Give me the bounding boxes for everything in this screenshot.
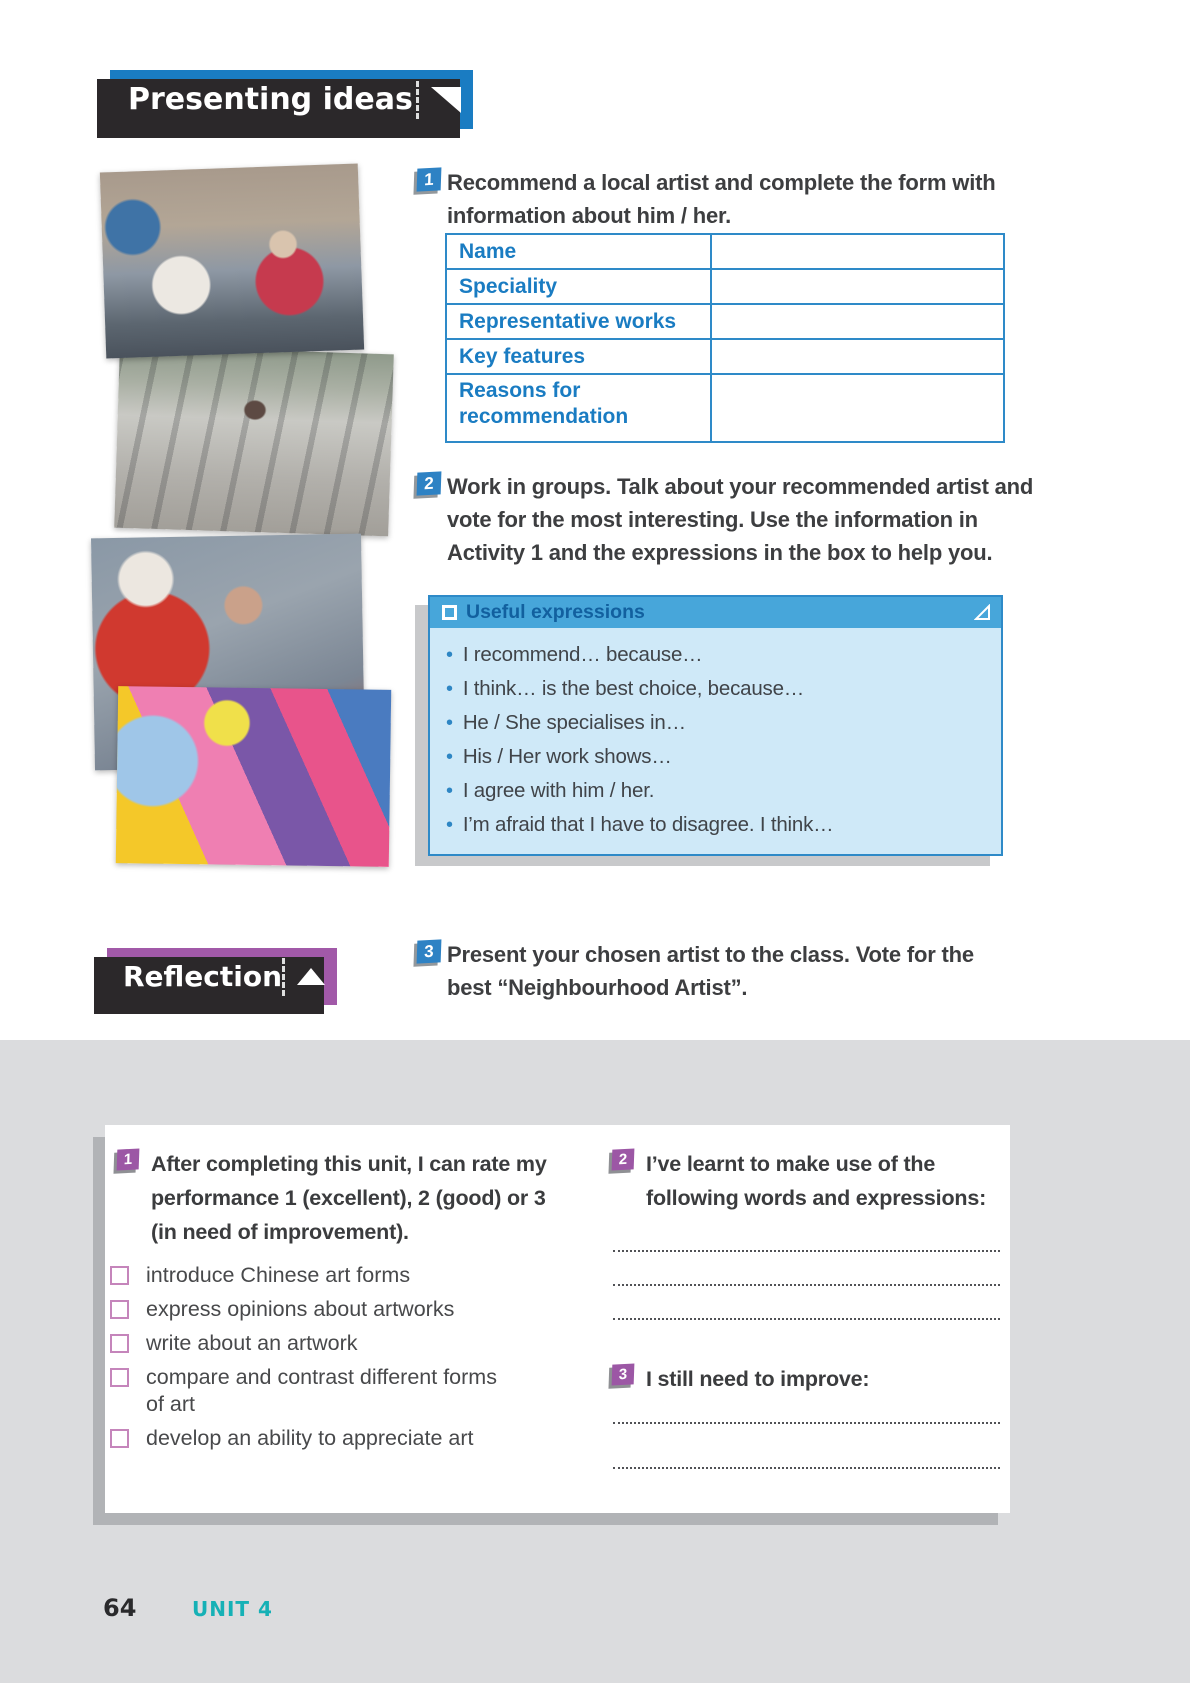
useful-expressions-header bbox=[430, 597, 1001, 628]
row-input-cell[interactable] bbox=[712, 375, 1003, 441]
reflection-item-3-badge: 3 bbox=[612, 1363, 635, 1385]
square-bullet-icon bbox=[442, 605, 457, 620]
flag-triangle-icon bbox=[431, 87, 461, 113]
checklist-item-label: introduce Chinese art forms bbox=[146, 1263, 411, 1287]
expression-item: • I think… is the best choice, because… bbox=[446, 672, 987, 706]
checklist-item-label: develop an ability to appreciate art bbox=[146, 1426, 474, 1450]
unit-label: UNIT 4 bbox=[192, 1597, 273, 1621]
page-number: 64 bbox=[103, 1594, 137, 1622]
presenting-ideas-title: Presenting ideas bbox=[128, 82, 413, 117]
rating-checkbox[interactable] bbox=[110, 1368, 129, 1387]
photo-street-musicians bbox=[100, 164, 364, 359]
expression-item: • I recommend… because… bbox=[446, 638, 987, 672]
self-rating-checklist bbox=[110, 1262, 522, 1459]
table-row bbox=[447, 303, 1003, 338]
rating-checkbox[interactable] bbox=[110, 1334, 129, 1353]
writing-line[interactable] bbox=[613, 1250, 1000, 1252]
table-row bbox=[447, 268, 1003, 303]
reflection-item-2-text: I’ve learnt to make use of the following words and expressions: bbox=[646, 1152, 987, 1210]
checklist-item-label: compare and contrast different forms of art bbox=[146, 1365, 497, 1416]
useful-expressions-title: Useful expressions bbox=[466, 601, 645, 623]
expression-item: • I agree with him / her. bbox=[446, 774, 987, 808]
reflection-item-1-badge: 1 bbox=[117, 1148, 140, 1170]
checklist-item bbox=[110, 1262, 522, 1289]
row-label: Reasons for recommendation bbox=[447, 375, 712, 441]
expression-item: • His / Her work shows… bbox=[446, 740, 987, 774]
reflection-item-2-badge: 2 bbox=[612, 1148, 635, 1170]
expressions-list bbox=[430, 628, 1001, 854]
photo-water-calligraphy-park bbox=[114, 346, 394, 537]
reflection-item-1 bbox=[117, 1147, 569, 1249]
checklist-item bbox=[110, 1330, 522, 1357]
table-row bbox=[447, 338, 1003, 373]
row-label: Name bbox=[447, 235, 712, 268]
reflection-item-2 bbox=[612, 1147, 1004, 1215]
writing-line[interactable] bbox=[613, 1467, 1000, 1469]
checklist-item-label: express opinions about artworks bbox=[146, 1297, 455, 1321]
checklist-item bbox=[110, 1425, 522, 1452]
reflection-item-1-text: After completing this unit, I can rate my performance 1 (excellent), 2 (good) or 3 (in need of improvement). bbox=[151, 1152, 547, 1244]
expression-item: • I’m afraid that I have to disagree. I think… bbox=[446, 808, 987, 842]
rating-checkbox[interactable] bbox=[110, 1266, 129, 1285]
row-label: Key features bbox=[447, 340, 712, 373]
writing-line[interactable] bbox=[613, 1284, 1000, 1286]
photo-mural-painter bbox=[116, 686, 391, 867]
checklist-item-label: write about an artwork bbox=[146, 1331, 358, 1355]
row-input-cell[interactable] bbox=[712, 305, 1003, 338]
presenting-ideas-banner bbox=[110, 70, 473, 129]
checklist-item bbox=[110, 1364, 522, 1418]
banner-dashed-divider bbox=[416, 81, 419, 119]
rating-checkbox[interactable] bbox=[110, 1300, 129, 1319]
activity-3-instruction: Present your chosen artist to the class. Vote for the best “Neighbourhood Artist”. bbox=[447, 942, 974, 1000]
writing-line[interactable] bbox=[613, 1318, 1000, 1320]
activity-3-badge: 3 bbox=[417, 939, 442, 963]
activity-3 bbox=[417, 938, 1027, 1004]
activity-1-badge: 1 bbox=[417, 167, 442, 191]
expression-item: • He / She specialises in… bbox=[446, 706, 987, 740]
checklist-item bbox=[110, 1296, 522, 1323]
writing-line[interactable] bbox=[613, 1422, 1000, 1424]
row-label: Speciality bbox=[447, 270, 712, 303]
table-row bbox=[447, 373, 1003, 441]
corner-triangle-icon bbox=[974, 604, 991, 621]
artist-form-table bbox=[445, 233, 1005, 443]
reflection-item-3-text: I still need to improve: bbox=[646, 1367, 870, 1391]
table-row bbox=[447, 235, 1003, 268]
banner-dashed-divider bbox=[282, 958, 285, 996]
row-input-cell[interactable] bbox=[712, 270, 1003, 303]
up-triangle-icon bbox=[297, 968, 325, 985]
activity-1-instruction: Recommend a local artist and complete the form with information about him / her. bbox=[447, 170, 996, 228]
activity-2 bbox=[417, 470, 1042, 569]
reflection-title: Reflection bbox=[123, 960, 283, 993]
row-input-cell[interactable] bbox=[712, 340, 1003, 373]
row-input-cell[interactable] bbox=[712, 235, 1003, 268]
activity-2-badge: 2 bbox=[417, 471, 442, 495]
useful-expressions-box bbox=[428, 595, 1003, 856]
reflection-banner bbox=[107, 948, 337, 1005]
activity-2-instruction: Work in groups. Talk about your recommended artist and vote for the most interesting. Use the information in Activity 1 and the expressions in the box to help you. bbox=[447, 474, 1034, 565]
rating-checkbox[interactable] bbox=[110, 1429, 129, 1448]
activity-1 bbox=[417, 166, 1027, 232]
row-label: Representative works bbox=[447, 305, 712, 338]
reflection-item-3 bbox=[612, 1362, 1004, 1396]
